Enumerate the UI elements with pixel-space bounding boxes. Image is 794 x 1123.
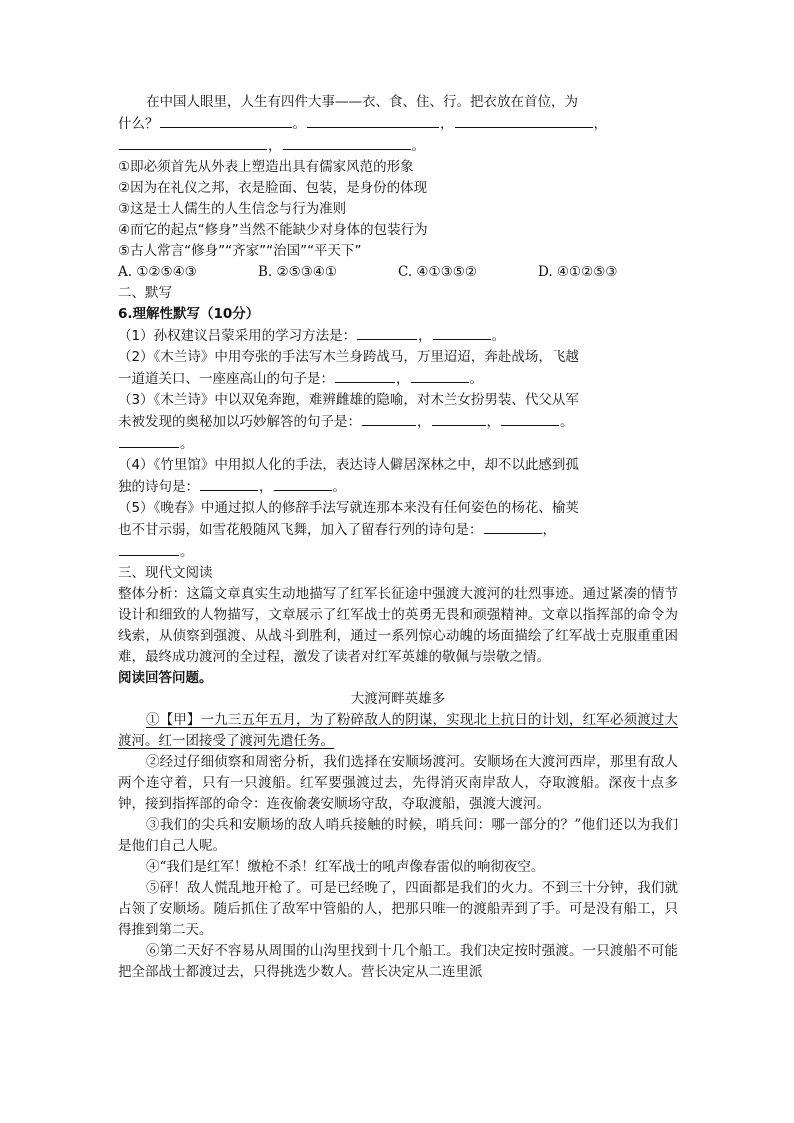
q5-stem-start: 什么？: [118, 116, 159, 132]
answer-blank[interactable]: [274, 476, 332, 491]
q6-item-5a: （5）《晚春》中通过拟人的修辞手法写就连那本来没有任何姿色的杨花、榆荚: [118, 500, 579, 516]
q5-options: [118, 262, 678, 283]
answer-blank[interactable]: [432, 411, 486, 426]
punct: ，: [542, 522, 556, 538]
punct: 。: [491, 328, 506, 344]
answer-blank[interactable]: [307, 113, 439, 128]
punct: 。: [180, 436, 194, 452]
punct: 。: [411, 138, 425, 154]
punct: 。: [560, 414, 574, 430]
section-heading: 二、默写: [118, 285, 172, 301]
answer-blank[interactable]: [119, 135, 267, 150]
q6-5-text: 也不甘示弱，如雪花般随风飞舞，加入了留春行列的诗句是：: [118, 522, 483, 538]
q5-item: ③这是士人儒生的人生信念与行为准则: [118, 201, 347, 217]
q6-item-1: [118, 325, 678, 347]
q5-item: ②因为在礼仪之邦，衣是脸面、包装，是身份的体现: [118, 180, 428, 196]
q5-stem-line3: [118, 135, 678, 157]
answer-blank[interactable]: [362, 411, 416, 426]
answer-blank[interactable]: [335, 368, 395, 383]
q6-title: 6.理解性默写（10分）: [118, 306, 260, 322]
q6-item-4a: （4）《竹里馆》中用拟人化的手法，表达诗人僻居深林之中，却不以此感到孤: [118, 457, 579, 473]
answer-blank[interactable]: [119, 541, 179, 556]
q5-item: ⑤古人常言“修身”“齐家”“治国”“平天下”: [118, 243, 362, 259]
section-heading: 三、现代文阅读: [118, 565, 213, 581]
option-d[interactable]: D. ④①②⑤③: [538, 264, 618, 280]
article-paragraph-2: ②经过仔细侦察和周密分析，我们选择在安顺场渡河。安顺场在大渡河西岸，那里有敌人两个连守着，只有一只渡船。红军要强渡过去，先得消灭南岸敌人，夺取渡船。深夜十点多钟，接到指挥部的命令：连夜偷袭安顺场守敌，夺取渡船，强渡大渡河。: [118, 754, 678, 812]
answer-blank[interactable]: [283, 135, 411, 150]
q6-item-2a: （2）《木兰诗》中用夸张的手法写木兰身跨战马，万里迢迢，奔赴战场，飞越: [118, 349, 579, 365]
answer-blank[interactable]: [484, 519, 542, 534]
q5-item: ①即必须首先从外表上塑造出具有儒家风范的形象: [118, 159, 414, 175]
punct: ，: [418, 328, 432, 344]
punct: ，: [259, 479, 273, 495]
option-b[interactable]: B. ②⑤③④①: [258, 264, 338, 280]
punct: 。: [332, 479, 346, 495]
exam-page: [118, 92, 678, 983]
punct: ，: [268, 138, 282, 154]
article-title: 大渡河畔英雄多: [350, 691, 446, 707]
q5-stem-line1: 在中国人眼里，人生有四件大事——衣、食、住、行。把衣放在首位，为: [146, 94, 578, 110]
article-paragraph-4: ④“我们是红军！缴枪不杀！红军战士的吼声像春雷似的响彻夜空。: [146, 859, 545, 875]
answer-blank[interactable]: [501, 411, 559, 426]
punct: 。: [292, 116, 306, 132]
answer-blank[interactable]: [433, 325, 491, 340]
q6-item-5b: [118, 519, 678, 541]
q6-item-2b: [118, 368, 678, 390]
punct: ，: [396, 371, 410, 387]
q6-1-text: （1）孙权建议吕蒙采用的学习方法是：: [118, 328, 357, 344]
q6-item-3b: [118, 411, 678, 433]
article-paragraph-5: ⑤砰！敌人慌乱地开枪了。可是已经晚了，四面都是我们的火力。不到三十分钟，我们就占领了安顺场。随后抓住了敌军中管船的人，把那只唯一的渡船弄到了手。可是没有船工，只得推到第二天。: [118, 880, 678, 938]
answer-blank[interactable]: [119, 433, 179, 448]
q6-item-5c: [118, 541, 678, 563]
answer-blank[interactable]: [357, 325, 417, 340]
answer-blank[interactable]: [455, 113, 593, 128]
q6-3-text: 未被发现的奥秘加以巧妙解答的句子是：: [118, 414, 361, 430]
punct: ，: [486, 414, 500, 430]
option-c[interactable]: C. ④①③⑤②: [398, 264, 477, 280]
q5-item: ④而它的起点“修身”当然不能缺少对身体的包装行为: [118, 222, 428, 238]
q6-item-3a: （3）《木兰诗》中以双兔奔跑，难辨雌雄的隐喻，对木兰女扮男装、代父从军: [118, 392, 579, 408]
article-paragraph-6: ⑥第二天好不容易从周围的山沟里找到十几个船工。我们决定按时强渡。一只渡船不可能把全部战士都渡过去，只得挑选少数人。营长决定从二连里派: [118, 943, 678, 980]
reading-prompt: 阅读回答问题。: [118, 670, 213, 686]
q6-item-3c: [118, 433, 678, 455]
q6-4-text: 独的诗句是：: [118, 479, 199, 495]
overall-analysis: 整体分析：这篇文章真实生动地描写了红军长征途中强渡大渡河的壮烈事迹。通过紧凑的情节设计和细致的人物描写，文章展示了红军战士的英勇无畏和顽强精神。文章以指挥部的命令为线索，从侦察到强渡、从战斗到胜利，通过一系列惊心动魄的场面描绘了红军战士克服重重困难，最终成功渡河的全过程，激发了读者对红军英雄的敬佩与崇敬之情。: [118, 586, 678, 665]
punct: 。: [469, 371, 483, 387]
answer-blank[interactable]: [411, 368, 469, 383]
punct: 。: [180, 544, 194, 560]
answer-blank[interactable]: [200, 476, 258, 491]
q6-item-4b: [118, 476, 678, 498]
punct: ，: [417, 414, 431, 430]
article-paragraph-1: ①【甲】一九三五年五月，为了粉碎敌人的阴谋，实现北上抗日的计划，红军必须渡过大渡河。红一团接受了渡河先遣任务。: [118, 712, 678, 749]
option-a[interactable]: A. ①②⑤④③: [118, 264, 197, 280]
article-paragraph-3: ③我们的尖兵和安顺场的敌人哨兵接触的时候，哨兵问：哪一部分的？”他们还以为我们是他们自己人呢。: [118, 817, 678, 854]
q5-stem-line2: [118, 113, 678, 135]
q6-2-text: 一道道关口、一座座高山的句子是：: [118, 371, 334, 387]
punct: ，: [593, 116, 607, 132]
punct: ，: [440, 116, 454, 132]
answer-blank[interactable]: [160, 113, 292, 128]
